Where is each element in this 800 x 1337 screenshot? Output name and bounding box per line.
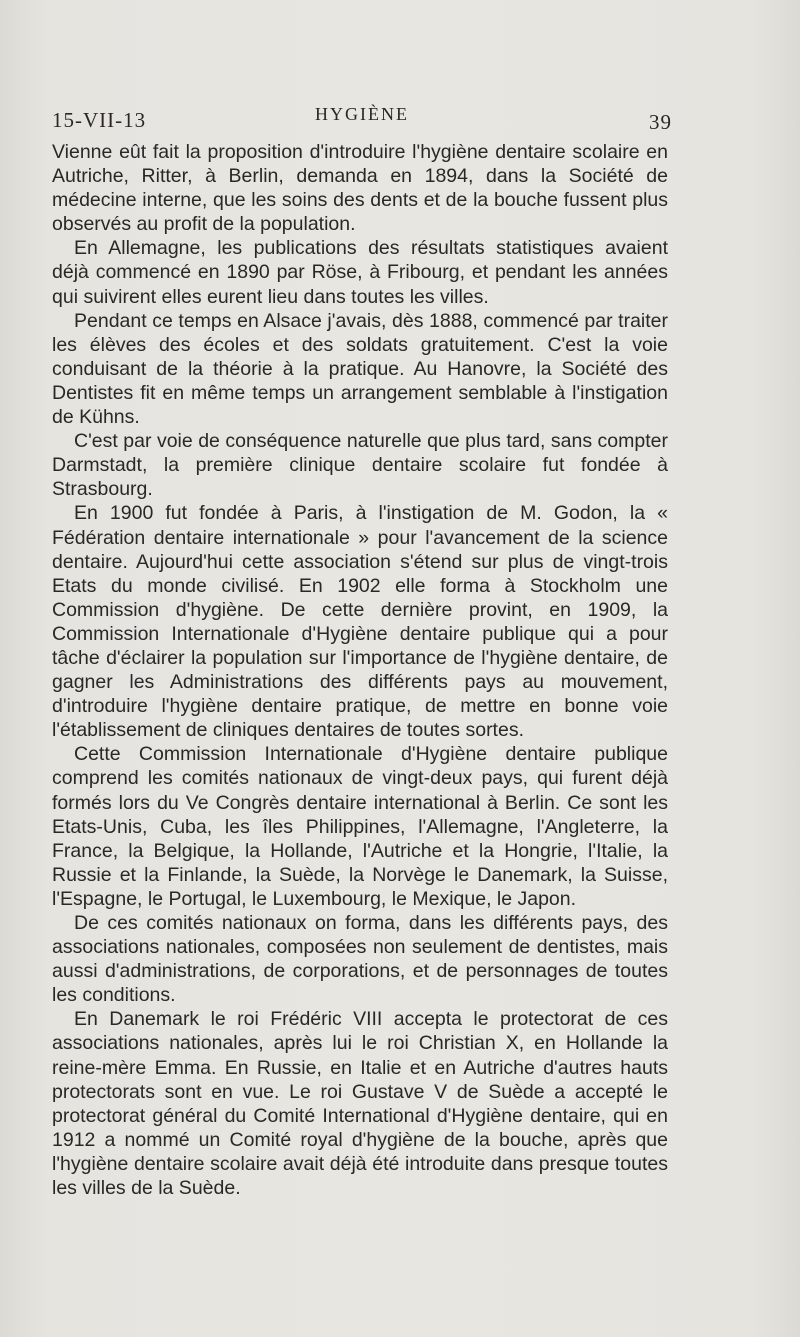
header-date-code: 15-VII-13 bbox=[52, 108, 147, 132]
page-number: 39 bbox=[649, 110, 672, 134]
paragraph: En Allemagne, les publications des résultats statistiques avaient déjà commencé en 1890 par Röse, à Fribourg, et pendant les années qui suivirent elles eurent lieu dans toutes les villes. bbox=[52, 237, 668, 308]
paragraph: C'est par voie de conséquence naturelle que plus tard, sans compter Darmstadt, la première clinique dentaire scolaire fut fondée à Strasbourg. bbox=[52, 430, 668, 501]
paragraph: Cette Commission Internationale d'Hygiène dentaire publique comprend les comités nationaux de vingt-deux pays, qui furent déjà formés lors du Ve Congrès dentaire international à Berlin. Ce sont les Etats-Unis, Cuba, les îles Philippines, l'Allemagne, l'Angleterre, la France, la Belgique, la Hollande, l'Autriche et la Hongrie, l'Italie, la Russie et la Finlande, la Suède, la Norvège le Danemark, la Suisse, l'Espagne, le Portugal, le Luxembourg, le Mexique, le Japon. bbox=[52, 743, 668, 910]
paragraph: En Danemark le roi Frédéric VIII accepta le protectorat de ces associations nationales, après lui le roi Christian X, en Hollande la reine-mère Emma. En Russie, en Italie et en Autriche d'autres hauts protectorats sont en vue. Le roi Gustave V de Suède a accepté le protectorat général du Comité International d'Hygiène dentaire, qui en 1912 a nommé un Comité royal d'hygiène de la bouche, après que l'hygiène dentaire scolaire avait déjà été introduite dans presque toutes les villes de la Suède. bbox=[52, 1008, 668, 1200]
paragraph: Vienne eût fait la proposition d'introduire l'hygiène dentaire scolaire en Autriche, Ritter, à Berlin, demanda en 1894, dans la Société de médecine interne, que les soins des dents et de la bouche fussent plus observés au profit de la population. bbox=[52, 141, 668, 236]
body-text bbox=[52, 140, 668, 1200]
paragraph: De ces comités nationaux on forma, dans les différents pays, des associations nationales, composées non seulement de dentistes, mais aussi d'administrations, de corporations, et de personnages de toutes les conditions. bbox=[52, 912, 668, 1007]
paragraph: En 1900 fut fondée à Paris, à l'instigation de M. Godon, la « Fédération dentaire internationale » pour l'avancement de la science dentaire. Aujourd'hui cette association s'étend sur plus de vingt-trois Etats du monde civilisé. En 1902 elle forma à Stockholm une Commission d'hygiène. De cette dernière provint, en 1909, la Commission Internationale d'Hygiène dentaire publique qui a pour tâche d'éclairer la population sur l'importance de l'hygiène dentaire, de gagner les Administrations des différents pays au mouvement, d'introduire l'hygiène dentaire pratique, de mettre en bonne voie l'établissement de cliniques dentaires de toutes sortes. bbox=[52, 502, 668, 742]
header-section-title: HYGIÈNE bbox=[315, 104, 409, 124]
paragraph: Pendant ce temps en Alsace j'avais, dès 1888, commencé par traiter les élèves des écoles et des soldats gratuitement. C'est la voie conduisant de la théorie à la pratique. Au Hanovre, la Société des Dentistes fit en même temps un arrangement semblable à l'instigation de Kühns. bbox=[52, 309, 668, 429]
running-header bbox=[52, 104, 672, 138]
